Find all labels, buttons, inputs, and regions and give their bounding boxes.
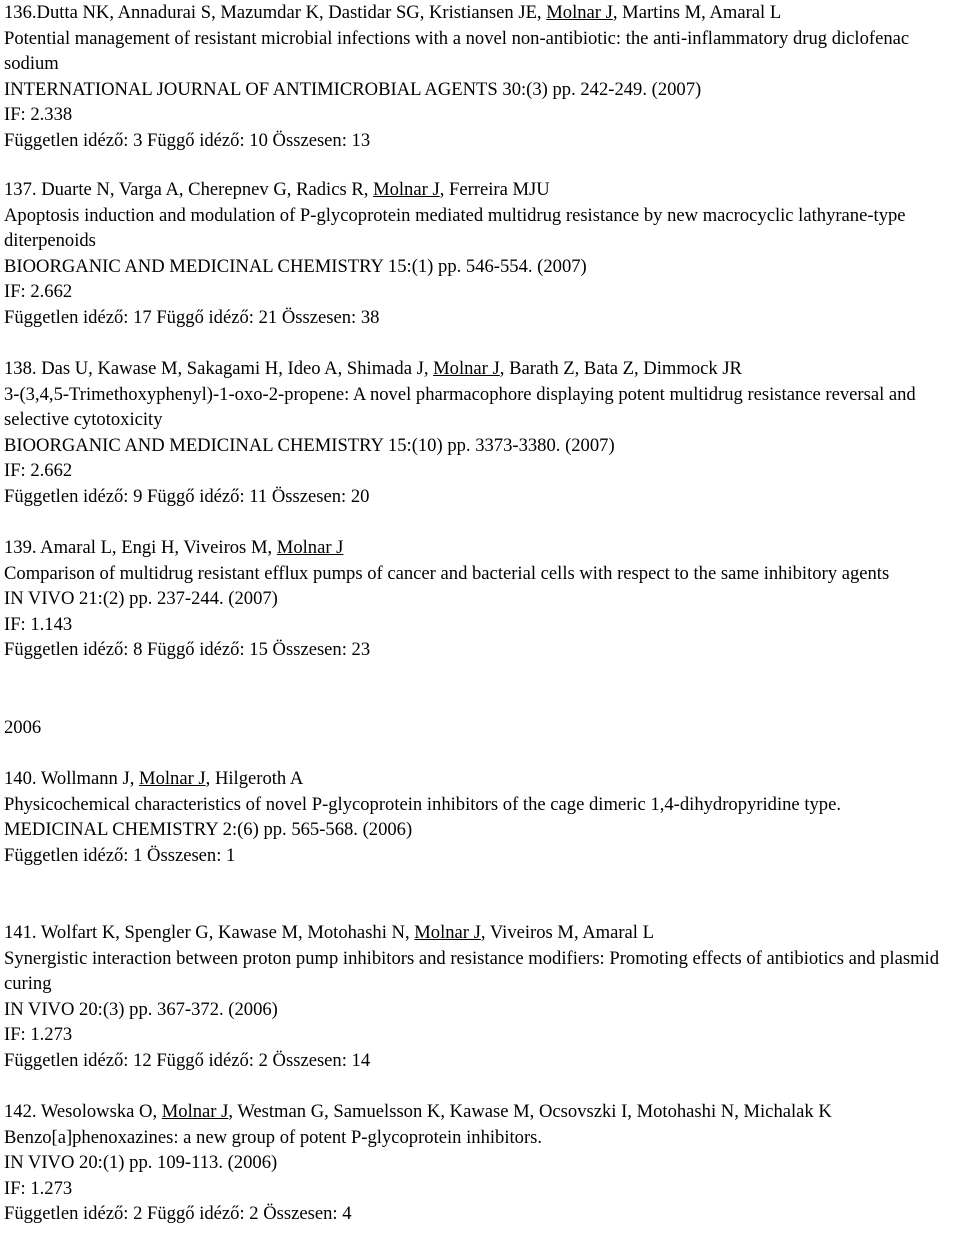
entry-citations: Független idéző: 17 Függő idéző: 21 Összesen: 38 — [4, 306, 380, 328]
entry-authors — [4, 1099, 956, 1125]
entry-journal: BIOORGANIC AND MEDICINAL CHEMISTRY 15:(10) pp. 3373-3380. (2007) — [4, 434, 615, 456]
entry-authors — [4, 356, 956, 382]
entry-impact-factor: IF: 2.662 — [4, 460, 73, 482]
highlighted-author: Molnar J — [433, 358, 500, 379]
authors-text: 139. Amaral L, Engi H, Viveiros M, — [4, 537, 277, 558]
authors-text: 136.Dutta NK, Annadurai S, Mazumdar K, Dastidar SG, Kristiansen JE, — [4, 2, 547, 23]
publication-entry — [4, 766, 956, 868]
entry-title: Potential management of resistant microbial infections with a novel non-antibiotic: the anti-inflammatory drug diclofenac sodium — [4, 27, 910, 75]
entry-journal: IN VIVO 20:(3) pp. 367-372. (2006) — [4, 998, 278, 1020]
entry-title: 3-(3,4,5-Trimethoxyphenyl)-1-oxo-2-propene: A novel pharmacophore displaying potent multidrug resistance reversal and selective cytotoxicity — [4, 383, 916, 431]
authors-text: 140. Wollmann J, — [4, 768, 140, 789]
publication-entry — [4, 0, 956, 154]
entry-authors — [4, 535, 956, 561]
authors-text: , Viveiros M, Amaral L — [480, 922, 654, 943]
entry-journal: INTERNATIONAL JOURNAL OF ANTIMICROBIAL AGENTS 30:(3) pp. 242-249. (2007) — [4, 78, 702, 100]
entry-journal: IN VIVO 21:(2) pp. 237-244. (2007) — [4, 588, 278, 610]
entry-citations: Független idéző: 1 Összesen: 1 — [4, 844, 236, 866]
highlighted-author: Molnar J — [373, 179, 440, 200]
entry-citations: Független idéző: 9 Függő idéző: 11 Összesen: 20 — [4, 485, 370, 507]
entry-journal: BIOORGANIC AND MEDICINAL CHEMISTRY 15:(1) pp. 546-554. (2007) — [4, 255, 587, 277]
publication-entry — [4, 1099, 956, 1227]
publication-entry — [4, 356, 956, 510]
entry-title: Benzo[a]phenoxazines: a new group of potent P-glycoprotein inhibitors. — [4, 1126, 543, 1148]
authors-text: , Ferreira MJU — [439, 179, 550, 200]
entry-impact-factor: IF: 1.273 — [4, 1177, 73, 1199]
authors-text: 137. Duarte N, Varga A, Cherepnev G, Radics R, — [4, 179, 374, 200]
entry-citations: Független idéző: 12 Függő idéző: 2 Összesen: 14 — [4, 1049, 371, 1071]
publication-entry — [4, 920, 956, 1074]
authors-text: , Westman G, Samuelsson K, Kawase M, Ocsovszki I, Motohashi N, Michalak K — [228, 1101, 832, 1122]
authors-text: , Hilgeroth A — [205, 768, 304, 789]
authors-text: 141. Wolfart K, Spengler G, Kawase M, Motohashi N, — [4, 922, 415, 943]
entry-title: Physicochemical characteristics of novel P-glycoprotein inhibitors of the cage dimeric 1,4-dihydropyridine type. — [4, 793, 841, 815]
authors-text: 138. Das U, Kawase M, Sakagami H, Ideo A, Shimada J, — [4, 358, 434, 379]
entry-impact-factor: IF: 2.662 — [4, 281, 73, 303]
entry-impact-factor: IF: 2.338 — [4, 104, 73, 126]
entry-impact-factor: IF: 1.143 — [4, 613, 73, 635]
entry-title: Apoptosis induction and modulation of P-glycoprotein mediated multidrug resistance by new macrocyclic lathyrane-type diterpenoids — [4, 204, 906, 252]
entry-impact-factor: IF: 1.273 — [4, 1024, 73, 1046]
highlighted-author: Molnar J — [546, 2, 613, 23]
highlighted-author: Molnar J — [276, 537, 344, 558]
highlighted-author: Molnar J — [139, 768, 206, 789]
year-heading: 2006 — [4, 717, 42, 738]
publication-entry — [4, 535, 956, 663]
entry-authors — [4, 177, 956, 203]
entry-title: Synergistic interaction between proton pump inhibitors and resistance modifiers: Promoting effects of antibiotics and plasmid curing — [4, 947, 940, 995]
entry-citations: Független idéző: 2 Függő idéző: 2 Összesen: 4 — [4, 1203, 352, 1225]
entry-title: Comparison of multidrug resistant efflux pumps of cancer and bacterial cells with respect to the same inhibitory agents — [4, 562, 890, 584]
entry-citations: Független idéző: 8 Függő idéző: 15 Összesen: 23 — [4, 639, 371, 661]
entry-citations: Független idéző: 3 Függő idéző: 10 Összesen: 13 — [4, 129, 371, 151]
publication-entry — [4, 177, 956, 331]
authors-text: , Martins M, Amaral L — [612, 2, 782, 23]
entry-journal: IN VIVO 20:(1) pp. 109-113. (2006) — [4, 1152, 278, 1174]
authors-text: 142. Wesolowska O, — [4, 1101, 162, 1122]
entry-journal: MEDICINAL CHEMISTRY 2:(6) pp. 565-568. (2006) — [4, 819, 413, 841]
authors-text: , Barath Z, Bata Z, Dimmock JR — [499, 358, 742, 379]
highlighted-author: Molnar J — [161, 1101, 229, 1122]
highlighted-author: Molnar J — [414, 922, 481, 943]
entry-authors — [4, 766, 956, 792]
entry-authors — [4, 0, 956, 26]
entry-authors — [4, 920, 956, 946]
